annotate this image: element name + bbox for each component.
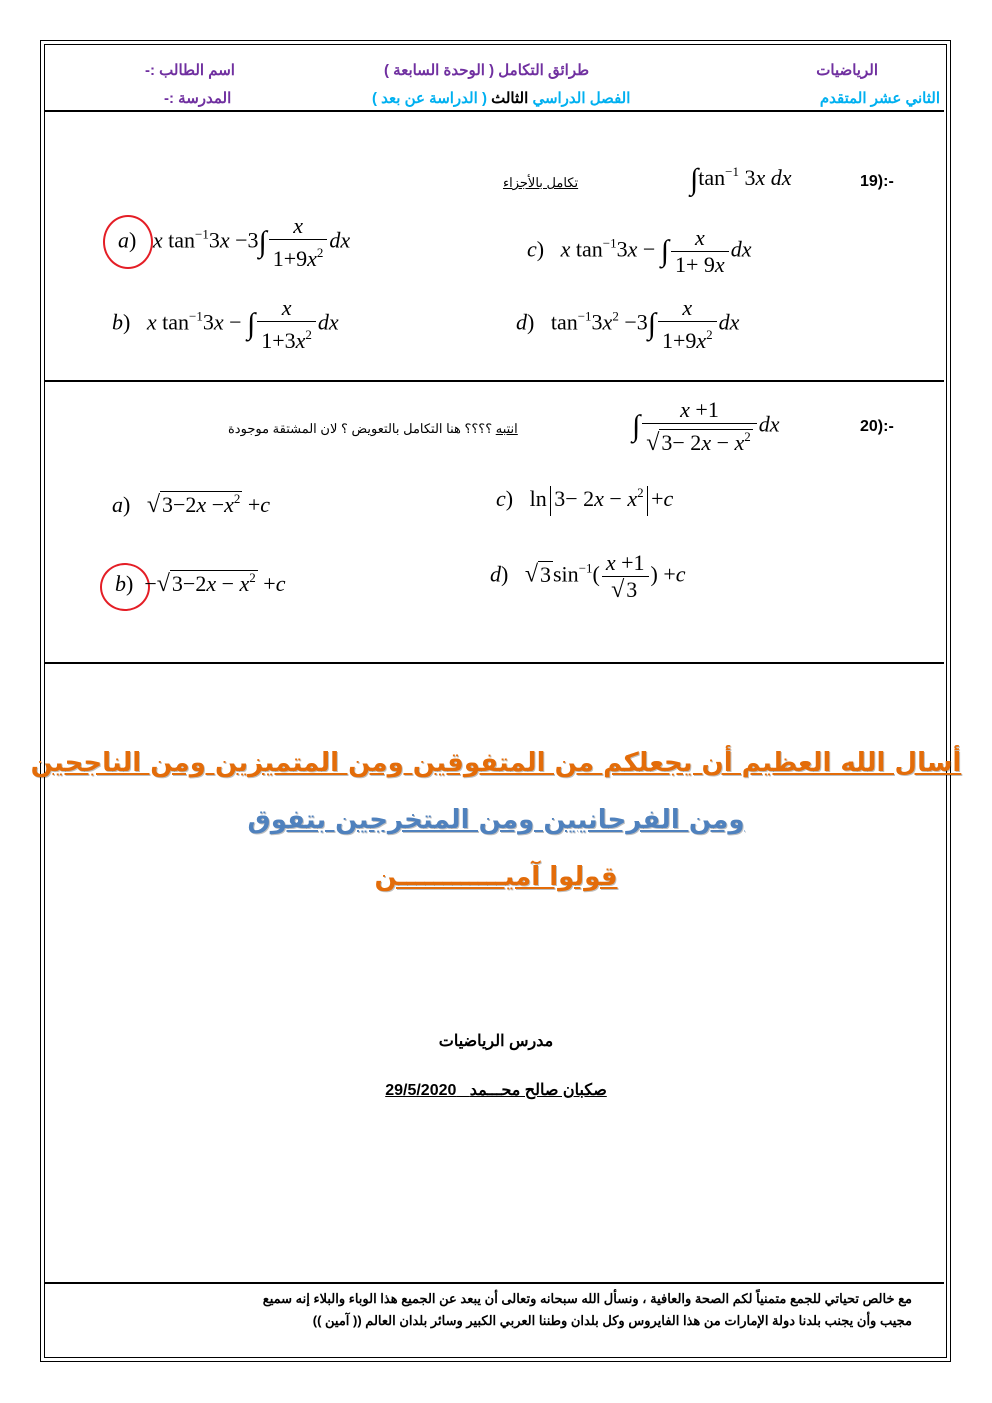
teacher-date: 29/5/2020 bbox=[385, 1082, 457, 1099]
q19-number: 19):- bbox=[860, 173, 894, 190]
teacher-name: صكبان صالح محـــمد bbox=[469, 1082, 607, 1099]
q20-option-c[interactable]: c) $\ln 3- 2x - x^2 +c$ bbox=[496, 485, 673, 516]
q20-option-b[interactable]: $b) -√3-2x - x^2 +c$ bbox=[115, 570, 286, 597]
term-prefix: الفصل الدراسي bbox=[532, 90, 631, 107]
q20-note bbox=[228, 421, 518, 437]
header-subject: الرياضيات bbox=[816, 62, 878, 79]
dua-line-3: قولوا آميــــــــــــن bbox=[374, 862, 618, 892]
header-title: طرائق التكامل ( الوحدة السابعة ) bbox=[384, 62, 590, 79]
q19-option-c[interactable]: c) x $\tan^{-1}3x$ − ∫ $\frac{x}{1+ 9x}$ dx bbox=[527, 225, 752, 277]
q20-number: 20):- bbox=[860, 418, 894, 435]
dua-line-2: ومن الفرحانيين ومن المتخرجين بتفوق bbox=[247, 805, 745, 835]
q20-option-d[interactable]: d) $√3\sin^{-1}$( $\frac{x +1}{√3}$ ) +c bbox=[490, 550, 686, 603]
teacher-role: مدرس الرياضيات bbox=[438, 1033, 554, 1050]
school-label: المدرسة :- bbox=[164, 90, 232, 107]
q20-integral: ∫ $\frac{x +1}{√3- 2x - x^2}$ dx bbox=[632, 397, 780, 456]
student-name-label: اسم الطالب :- bbox=[145, 62, 235, 79]
footer-divider bbox=[44, 1282, 944, 1284]
header-grade: الثاني عشر المتقدم bbox=[819, 90, 940, 107]
q19-divider bbox=[44, 380, 944, 382]
q20-note-attention: انتبه bbox=[495, 421, 518, 436]
q19-integral: $\int\tan^{-1}$ 3x dx bbox=[690, 163, 792, 196]
teacher-signature bbox=[0, 1080, 992, 1100]
term-suffix: ( الدراسة عن بعد ) bbox=[372, 90, 487, 107]
header-term bbox=[372, 89, 630, 107]
dua-line-1: أسال الله العظيم أن يجعلكم من المتفوقين ومن المتميزين ومن الناجحين bbox=[30, 748, 962, 778]
header-divider bbox=[44, 110, 944, 112]
q19-option-a[interactable]: a) x $\tan^{-1}3x -3\int$ $\frac{x}{1+9x^2}$ dx bbox=[118, 213, 351, 271]
footer-line-1: مع خالص تحياتي للجمع متمنياً لكم الصحة والعافية ، ونسأل الله سبحانه وتعالى أن يبعد عن الجميع هذا الوباء والبلاء إنه سميع bbox=[262, 1291, 912, 1306]
q19-option-b[interactable]: b) x $\tan^{-1}3x$ − ∫ $\frac{x}{1+3x^2}$ dx bbox=[112, 295, 339, 353]
footer-line-2: مجيب وأن يجنب بلدنا دولة الإمارات من هذا الفايروس وكل بلدان وطننا العربي الكبير وسائر بلدان العالم (( آمين )) bbox=[312, 1313, 912, 1328]
q20-option-a[interactable]: a) $√3-2x -x^2 +c$ bbox=[112, 491, 271, 518]
q20-divider bbox=[44, 662, 944, 664]
q20-note-text: ؟؟؟؟ هنا التكامل بالتعويض ؟ لان المشتقة موجودة bbox=[228, 421, 493, 436]
q19-note: تكامل بالأجزاء bbox=[503, 175, 579, 190]
q19-option-d[interactable]: d) $\tan^{-1}3x^2 -3\int$ $\frac{x}{1+9x^2}$ dx bbox=[516, 295, 740, 353]
term-word: الثالث bbox=[491, 90, 529, 107]
